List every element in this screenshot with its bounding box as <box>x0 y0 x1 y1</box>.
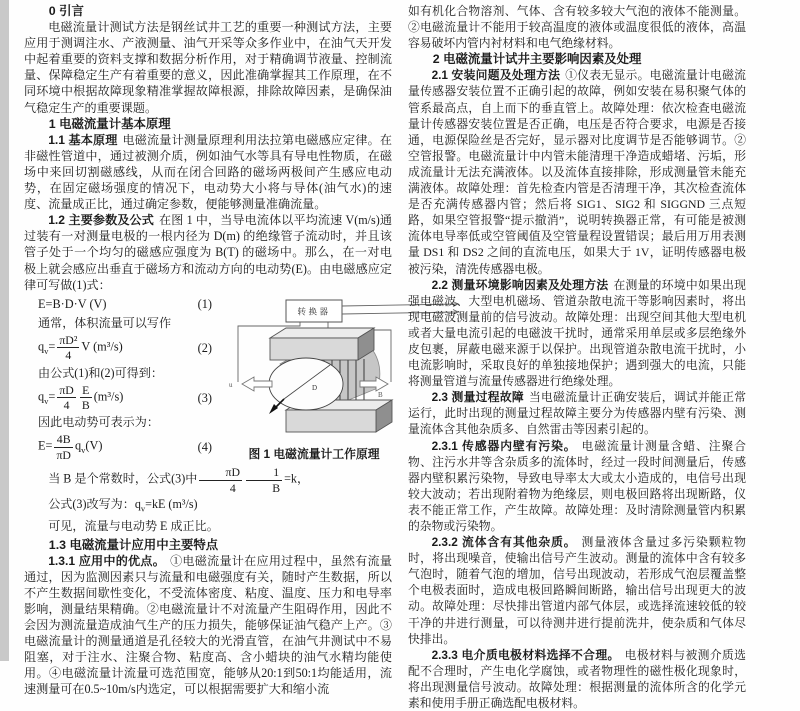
numerator: 4B <box>56 432 71 447</box>
denominator: B <box>246 480 282 494</box>
formula-figure-block <box>24 296 392 465</box>
paragraph-continuation: 如有机化合物溶剂、气体、含有较多较大气泡的液体不能测量。②电磁流量计不能用于较高温度的液体或温度很低的液体，高温容易破坏内管内衬材料和电气绝缘材料。 <box>408 4 746 51</box>
formula-1 <box>24 296 222 312</box>
subscript-v: v <box>140 503 146 514</box>
formula-tag: (1) <box>197 296 212 311</box>
left-column <box>24 3 392 711</box>
fraction <box>80 384 92 412</box>
paragraph-1-2 <box>24 212 392 292</box>
subscript-v: v <box>44 345 49 356</box>
paragraph-text: 电磁流量计测量含蜡、注聚合物、注污水井等含杂质多的流体时，经过一段时间测量后，传感器内壁积累污染物，导致电导率太大或太小造成的，电信号出现较大波动；若出现附着物为绝缘层，则电极回路将出现断路，仪表不能正常工作，产生故障。故障处理：及时清除测量管内积累的杂物或污染物。 <box>408 438 746 533</box>
fraction <box>57 334 79 362</box>
converter-label: 转换器 <box>297 306 331 317</box>
text-part: 当 B 是个常数时，公式(3)中 <box>48 471 198 486</box>
formula-body <box>38 433 102 461</box>
symbol-q: q <box>38 339 45 354</box>
subscript-v: v <box>44 395 49 406</box>
paragraph-1-1 <box>24 132 392 212</box>
formula-tag: (2) <box>197 340 212 355</box>
formula-conclusion-line: 可见，流量与电动势 E 成正比。 <box>48 519 219 534</box>
equals: = <box>48 389 56 404</box>
paragraph-2-3 <box>408 389 746 437</box>
subscript-v: v <box>81 445 86 456</box>
figure-caption: 图 1 电磁流量计工作原理 <box>248 446 380 461</box>
paragraph-text: ①仪表无显示。电磁流量计电磁流量传感器安装位置不正确引起的故障，例如安装在易积聚气体的管系最高点，自上而下的垂直管上。故障处理：依次检查电磁流量计传感器安装位置是否正确，电压是否符合要求，电源是否接通，电源保险丝是否完好，显示器对比度调节是否能够调节。②空管报警。电磁流量计中内管未能清理干净造成蜡堵、污垢，形成流量计无法充满液体。以及流体直接排除，形成测量管未能充满液体。故障处理：首先检查内管是否清理干净，其次检查流体是否充满传感器内管；然后将 SIG1、SIG2 和 SIGGND 三点短路，如果空管报警“提示撤消”，说明转换器正常，有可能是被测流体电导率低或空管阈值及空管量程设置错误；最后用万用表测量 DS1 和 DS2 之间的直流电压，如果大于 1V，证明传感器电极被污染，清洗传感器电极。 <box>408 68 746 276</box>
section-heading-intro: 0 引言 <box>48 4 84 18</box>
figure-1 <box>228 296 400 462</box>
magnet-top <box>270 328 374 360</box>
paragraph-lead: 2.3.2 流体含有其他杂质。 <box>431 535 577 550</box>
denominator: 4 <box>199 480 242 494</box>
symbol-q: q <box>38 389 45 404</box>
formula-constant-line <box>24 466 392 494</box>
numerator: 1 <box>273 465 280 480</box>
section-heading-principle: 1 电磁流量计基本原理 <box>48 116 171 131</box>
paragraph-2-3-2 <box>408 534 746 647</box>
paragraph-text: ①电磁流量计在应用过程中，虽然有流量通过，因为监测因素只与流量和电磁强度有关，随时产生数据，所以不产生数据间歇性变化，不受流体密度、粘度、温度、压力和电导率影响，测量结果精确。②电磁流量计不对流量产生阻碍作用，因此不会因为测流量造成油气生产的压力损失，能够保证油气稳产上产。③电磁流量计的测量通道是孔径较大的光滑直管，在油气井测试中不易阻塞，对于注水、注聚合物、粘度高、含小蜡块的油气水精均能使用。④电磁流量计流量可选范围宽，能够从20:1到50:1均能适用，流速测量可在0.5~10m/s内选定，可以根据需要扩大和缩小流 <box>24 553 392 697</box>
paragraph-lead: 2.1 安装问题及处理方法 <box>431 68 561 83</box>
diameter-label: D <box>312 383 318 392</box>
formula-intro-text: 因此电动势可表示为： <box>38 415 159 430</box>
paragraph-text: 电磁流量计测量原理利用法拉第电磁感应定律。在非磁性管道中，通过被测介质，例如油气水等具有导电性物质，在磁场中来回切割磁感线，从而在闭合回路的磁场两极间产生感应电动势，在固定磁场强度的情况下，电动势大小将与导体(油气水)的速度、流量成正比，通过确定参数，便能够测量准确流量。 <box>24 132 392 212</box>
label-u: u <box>229 380 233 389</box>
equals: = <box>48 339 56 354</box>
paragraph-2-3-1 <box>408 438 746 535</box>
formula-2 <box>24 334 222 362</box>
numerator: E <box>82 382 90 397</box>
flowmeter-principle-diagram <box>228 296 400 444</box>
section-heading-factors: 2 电磁流量计试井主要影响因素及处理 <box>432 52 642 67</box>
fraction <box>246 466 282 494</box>
paragraph-lead: 2.3.1 传感器内壁有污染。 <box>431 438 577 453</box>
formula-rest: V (m³/s) <box>81 339 123 354</box>
paragraph-2-2 <box>408 277 746 390</box>
paragraph-text: 电极材料与被测介质选配不合理时，产生电化学腐蚀，或者物理性的磁性极化现象时，将出现测量信号波动。故障处理：根据测量的流体所含的化学元素和使用手册正确选配电极材料。 <box>408 647 746 711</box>
denominator: 4 <box>57 347 79 361</box>
numerator: πD² <box>59 332 78 347</box>
numerator: πD <box>59 382 74 397</box>
label-b: B <box>378 390 383 399</box>
symbol-E: E= <box>38 439 53 454</box>
flow-direction-arrow <box>269 399 284 414</box>
formula-4 <box>24 433 222 461</box>
fraction <box>57 384 75 412</box>
fraction <box>199 466 242 494</box>
right-column <box>408 3 746 711</box>
paragraph-lead: 1.3.1 应用中的优点。 <box>48 553 166 568</box>
formula-rest: (m³/s) <box>93 389 124 404</box>
formula-tag: (3) <box>197 390 212 405</box>
paragraph-lead: 2.2 测量环境影响因素及处理方法 <box>431 277 609 292</box>
paragraph-2-3-3 <box>408 647 746 711</box>
fraction <box>54 433 72 461</box>
paragraph-text: 在测量的环境中如果出现强电磁波、大型电机磁场、管道杂散电流干等影响因素时，将出现电磁波测量前的信号波动。故障处理：出现空间其他大型电机或者大量电流引起的电磁波干扰时，通常采用单层或多层绝缘外皮包裹，屏蔽电磁来源于以保护。出现管道杂散电流干扰时，小电流影响时，采取良好的单独接地保护；遇到强大的电流，只能将测量管道与流量传感器进行绝缘处理。 <box>408 277 746 389</box>
formula-intro-text: 通常，体积流量可以写作 <box>38 315 172 330</box>
text-part: 公式(3)改写为：q <box>48 496 141 511</box>
denominator: πD <box>56 447 71 462</box>
paragraph-lead: 1.1 基本原理 <box>48 132 118 147</box>
paragraph-lead: 2.3.3 电介质电极材料选择不合理。 <box>431 647 620 662</box>
section-heading-features: 1.3 电磁流量计应用中主要特点 <box>48 537 219 552</box>
formula-3 <box>24 384 222 412</box>
denominator: 4 <box>57 397 75 411</box>
denominator: B <box>81 398 90 412</box>
text-part: =k， <box>284 471 310 486</box>
formula-tag: (4) <box>197 440 212 455</box>
paragraph-text: 当电磁流量计正确安装后，调试并能正常运行，此时出现的测量过程故障主要分为传感器内壁有污染、测量流体含其他杂质多、自然雷击等因素引起的。 <box>408 390 746 437</box>
symbol-q: q <box>74 439 82 454</box>
formula-body <box>38 334 123 362</box>
paragraph-lead: 1.2 主要参数及公式 <box>48 213 154 228</box>
converter-box <box>286 300 342 322</box>
emf-arrow-left <box>242 377 272 391</box>
paragraph-text: 测量液体含量过多污染颗粒物时，将出现噪音，使输出信号产生波动。测量的流体中含有较多气泡时，随着气泡的增加，信号出现波动，若形成气泡层覆盖整个电极表面时，造成电极回路瞬间断路，输出信号出现更大的波动。故障处理：尽快排出管道内部气体层，或选择流速较低的较干净的井进行测量，可以待测井进行提前洗井，使杂质和气体尽快排出。 <box>408 535 746 646</box>
document-page <box>24 3 746 711</box>
paragraph-1-3-1 <box>24 553 392 698</box>
scan-edge-strip <box>0 0 9 661</box>
text-part: =kE (m³/s) <box>145 496 198 511</box>
formula-intro-text: 由公式(1)和(2)可得到： <box>38 365 163 380</box>
formula-rest: (V) <box>85 439 103 454</box>
paragraph-lead: 2.3 测量过程故障 <box>431 390 524 405</box>
paragraph-text: 在图 1 中，当导电流体以平均流速 V(m/s)通过装有一对测量电极的一根内径为 D(m) 的绝缘管子流动时，并且该管子处于一个均匀的磁感应强度为 B(T) 的磁场中。那么，在一对电极上就会感应出垂直于磁场方和流动方向的电动势(E)。由电磁感应定律可写做(1)式： <box>24 213 392 292</box>
numerator: πD <box>225 465 241 480</box>
paragraph-2-1 <box>408 67 746 276</box>
formula-body <box>38 384 123 412</box>
paragraph-intro: 电磁流量计测试方法是钢丝试井工艺的重要一种测试方法，主要应用于测调注水、产液测量、油气开采等众多作业中，在油气天开发中起着重要的资料支撑和数据分析作用，对于精确调节液量、控制流量、保障稳定生产有着重要的意义，因此准确掌握其工作原理，在不同环境中根据故障现象精准掌握故障根源，排除故障因素，是确保油气稳定生产的重要课题。 <box>24 20 392 115</box>
formula-rewrite-line <box>24 496 392 517</box>
formula-body: E=B·D·V (V) <box>38 296 107 311</box>
